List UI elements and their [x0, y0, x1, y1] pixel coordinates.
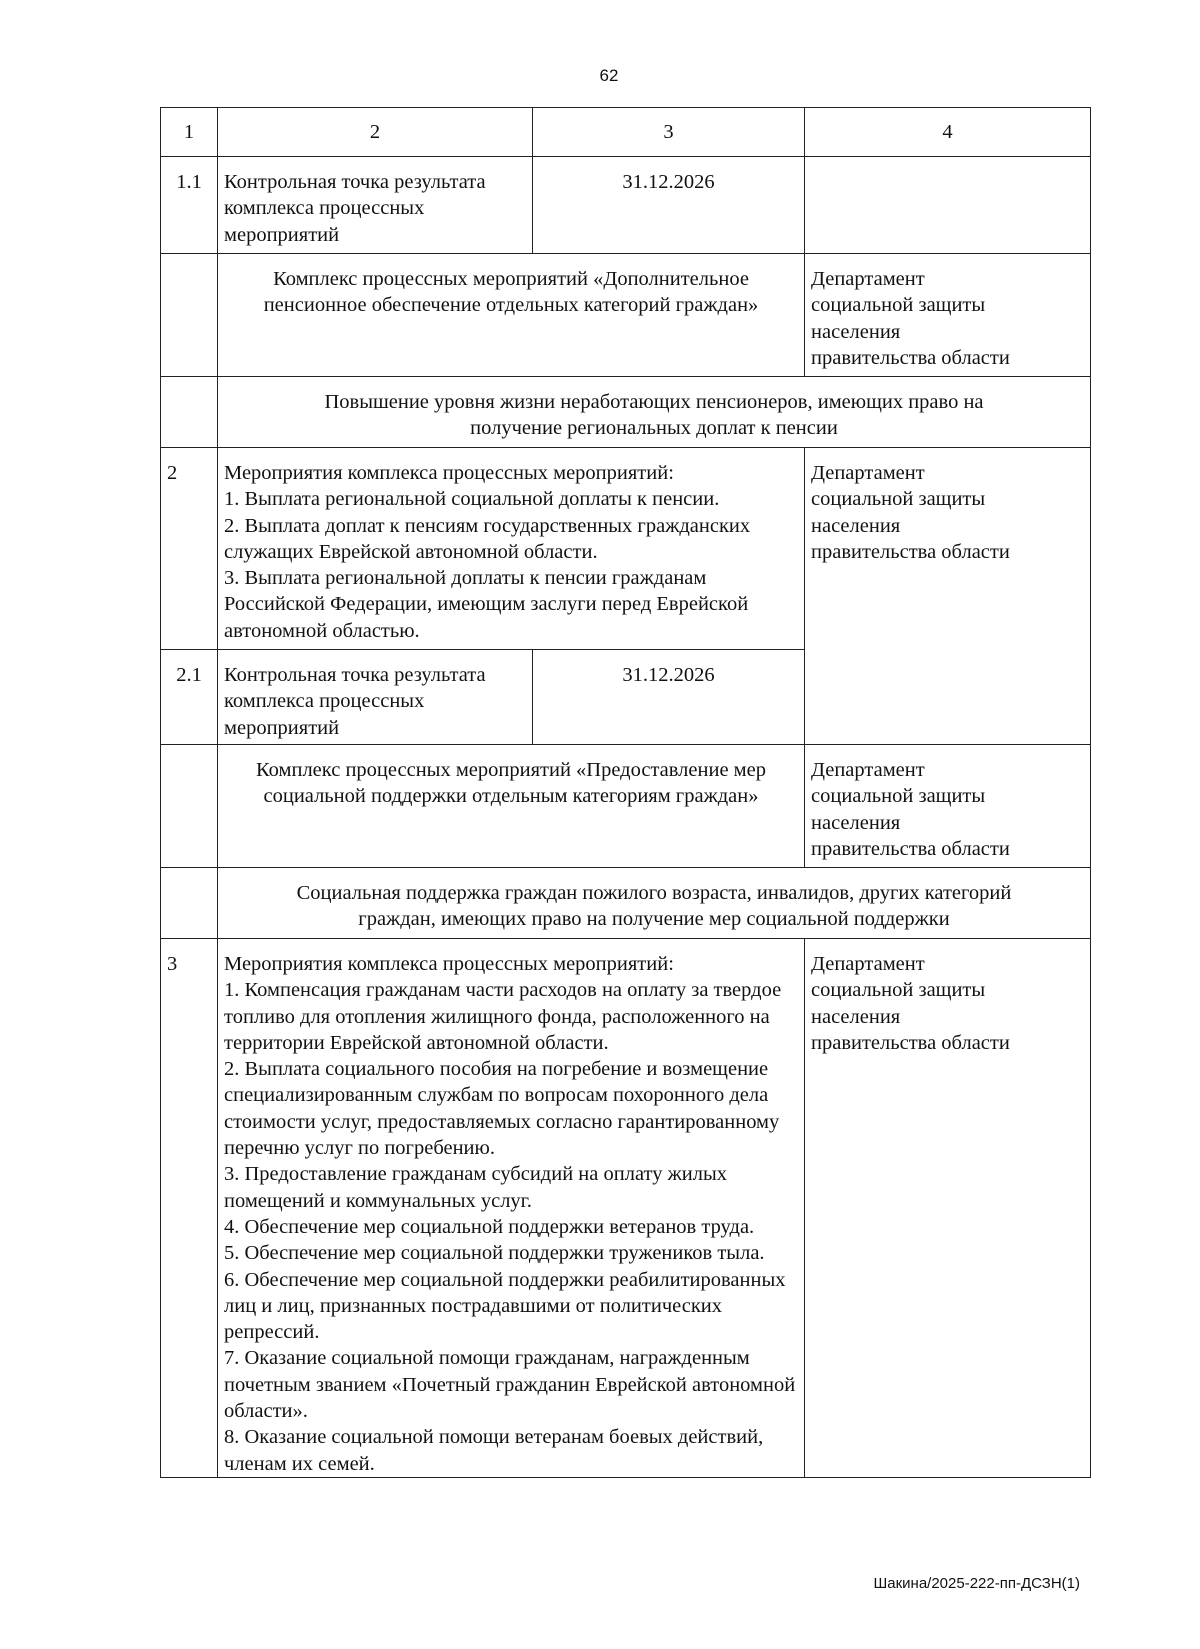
checkpoint-text: Контрольная точка результата комплекса процессных мероприятий [218, 157, 533, 254]
measures-list: Мероприятия комплекса процессных мероприятий: 1. Компенсация гражданам части расходов на оплату за твердое топливо для отопления жилищного фонда, расположенного на территории Еврейской автономной области. 2. Выплата социального пособия на погребение и возмещение специализированным службам по вопросам похоронного дела стоимости услуг, предоставляемых согласно гарантированному перечню услуг по погребению. 3. Предоставление гражданам субсидий на оплату жилых помещений и коммунальных услуг. 4. Обеспечение мер социальной поддержки ветеранов труда. 5. Обеспечение мер социальной поддержки тружеников тыла. 6. Обеспечение мер социальной поддержки реабилитированных лиц и лиц, признанных пострадавшими от политических репрессий. 7. Оказание социальной помощи гражданам, награжденным почетным званием «Почетный гражданин Еврейской автономной области». 8. Оказание социальной помощи ветеранам боевых действий, членам их семей. [218, 939, 805, 1478]
document-code: Шакина/2025-222-пп-ДСЗН(1) [873, 1575, 1080, 1592]
empty-cell [805, 157, 1091, 254]
header-col-2: 2 [218, 108, 533, 157]
complex-row-1 [161, 254, 1091, 377]
responsible-department: Департамент социальной защиты населения правительства области [805, 448, 1091, 745]
empty-cell [161, 254, 218, 377]
checkpoint-date: 31.12.2026 [533, 157, 805, 254]
plan-table-container [160, 107, 1090, 1517]
checkpoint-date: 31.12.2026 [533, 650, 805, 745]
header-row [161, 108, 1091, 157]
complex-title: Комплекс процессных мероприятий «Дополнительное пенсионное обеспечение отдельных категорий граждан» [218, 254, 805, 377]
responsible-department: Департамент социальной защиты населения правительства области [805, 939, 1091, 1478]
row-number: 1.1 [161, 157, 218, 254]
row-number: 3 [161, 939, 218, 1478]
responsible-department: Департамент социальной защиты населения правительства области [805, 254, 1091, 377]
header-col-3: 3 [533, 108, 805, 157]
measures-list: Мероприятия комплекса процессных мероприятий: 1. Выплата региональной социальной доплаты к пенсии. 2. Выплата доплат к пенсиям государственных гражданских служащих Еврейской автономной области. 3. Выплата региональной доплаты к пенсии гражданам Российской Федерации, имеющим заслуги перед Еврейской автономной областью. [218, 448, 805, 650]
row-3 [161, 939, 1091, 1478]
goal-row-1 [161, 377, 1091, 448]
empty-cell [161, 745, 218, 868]
empty-cell [161, 377, 218, 448]
page-number: 62 [599, 66, 619, 85]
plan-table [160, 107, 1091, 1478]
checkpoint-text: Контрольная точка результата комплекса процессных мероприятий [218, 650, 533, 745]
header-col-4: 4 [805, 108, 1091, 157]
complex-title: Комплекс процессных мероприятий «Предоставление мер социальной поддержки отдельным категориям граждан» [218, 745, 805, 868]
header-col-1: 1 [161, 108, 218, 157]
responsible-department: Департамент социальной защиты населения правительства области [805, 745, 1091, 868]
row-number: 2 [161, 448, 218, 650]
goal-text: Социальная поддержка граждан пожилого возраста, инвалидов, других категорий граждан, имеющих право на получение мер социальной поддержки [218, 868, 1091, 939]
goal-text: Повышение уровня жизни неработающих пенсионеров, имеющих право на получение региональных доплат к пенсии [218, 377, 1091, 448]
row-number: 2.1 [161, 650, 218, 745]
row-2 [161, 448, 1091, 650]
row-1-1 [161, 157, 1091, 254]
complex-row-2 [161, 745, 1091, 868]
goal-row-2 [161, 868, 1091, 939]
empty-cell [161, 868, 218, 939]
